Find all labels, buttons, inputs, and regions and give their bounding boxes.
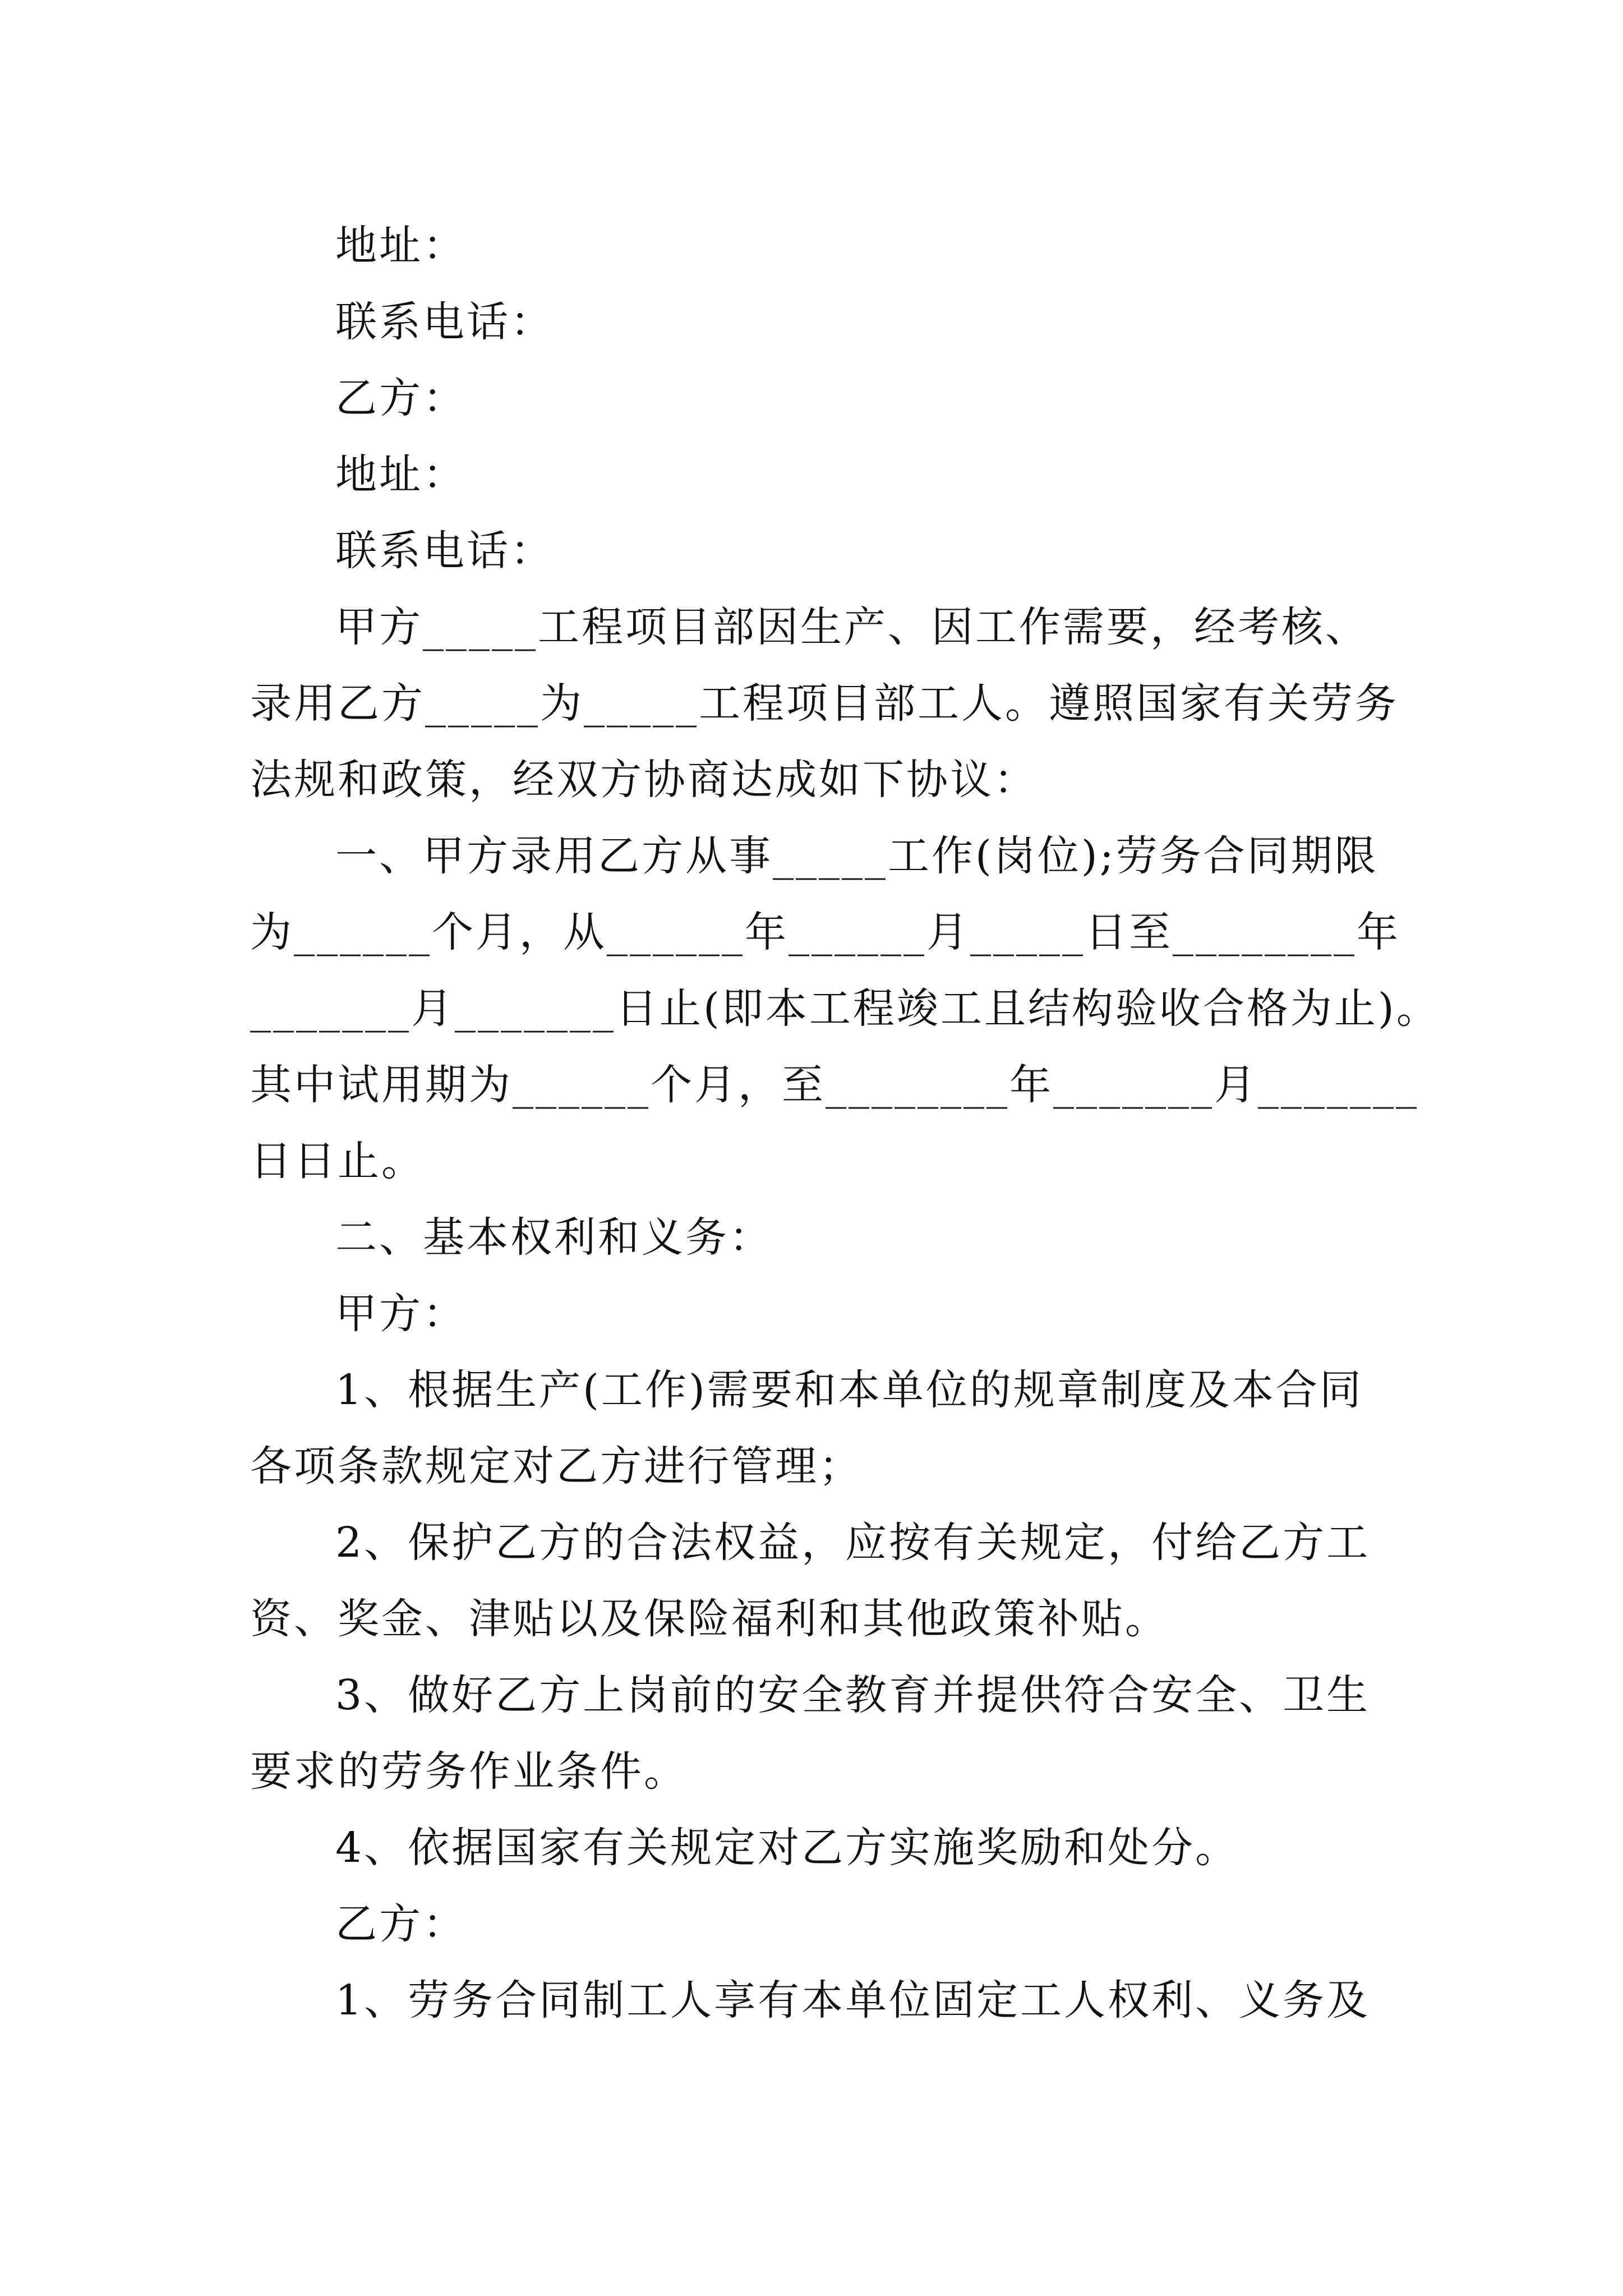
preamble-line-3: 法规和政策，经双方协商达成如下协议： [250, 756, 1038, 804]
clause-1-line-3: _______月_______日止(即本工程竣工且结构验收合格为止)。 [250, 984, 1440, 1033]
preamble-line-1: 甲方_____工程项目部因生产、因工作需要，经考核、 [335, 603, 1369, 651]
party-b-section-label: 乙方： [335, 1900, 467, 1948]
clause-2-heading: 二、基本权利和义务： [335, 1213, 773, 1262]
clause-1-line-5: 日日止。 [250, 1137, 425, 1185]
party-b-item-1-line-1: 1、劳务合同制工人享有本单位固定工人权利、义务及 [335, 1976, 1371, 2024]
party-a-item-2-line-1: 2、保护乙方的合法权益，应按有关规定，付给乙方工 [335, 1519, 1371, 1567]
clause-1-line-2: 为______个月，从______年______月_____日至________年 [250, 908, 1400, 956]
party-a-section-label: 甲方： [335, 1290, 467, 1338]
clause-1-line-1: 一、甲方录用乙方从事_____工作(岗位);劳务合同期限 [335, 832, 1378, 880]
party-a-item-1-line-1: 1、根据生产(工作)需要和本单位的规章制度及本合同 [335, 1366, 1363, 1414]
party-b-phone-label: 联系电话： [335, 527, 554, 575]
party-a-item-4: 4、依据国家有关规定对乙方实施奖励和处分。 [335, 1824, 1239, 1872]
clause-1-line-4: 其中试用期为______个月，至________年_______月_______ [250, 1061, 1419, 1109]
party-a-item-1-line-2: 各项条款规定对乙方进行管理； [250, 1442, 863, 1490]
party-a-address-label: 地址： [335, 222, 467, 270]
party-a-phone-label: 联系电话： [335, 298, 554, 346]
party-b-label: 乙方： [335, 374, 467, 422]
party-a-item-3-line-2: 要求的劳务作业条件。 [250, 1747, 688, 1796]
party-a-item-2-line-2: 资、奖金、津贴以及保险福利和其他政策补贴。 [250, 1595, 1169, 1643]
party-a-item-3-line-1: 3、做好乙方上岗前的安全教育并提供符合安全、卫生 [335, 1671, 1371, 1719]
preamble-line-2: 录用乙方_____为_____工程项目部工人。遵照国家有关劳务 [250, 679, 1399, 728]
party-b-address-label: 地址： [335, 450, 467, 499]
